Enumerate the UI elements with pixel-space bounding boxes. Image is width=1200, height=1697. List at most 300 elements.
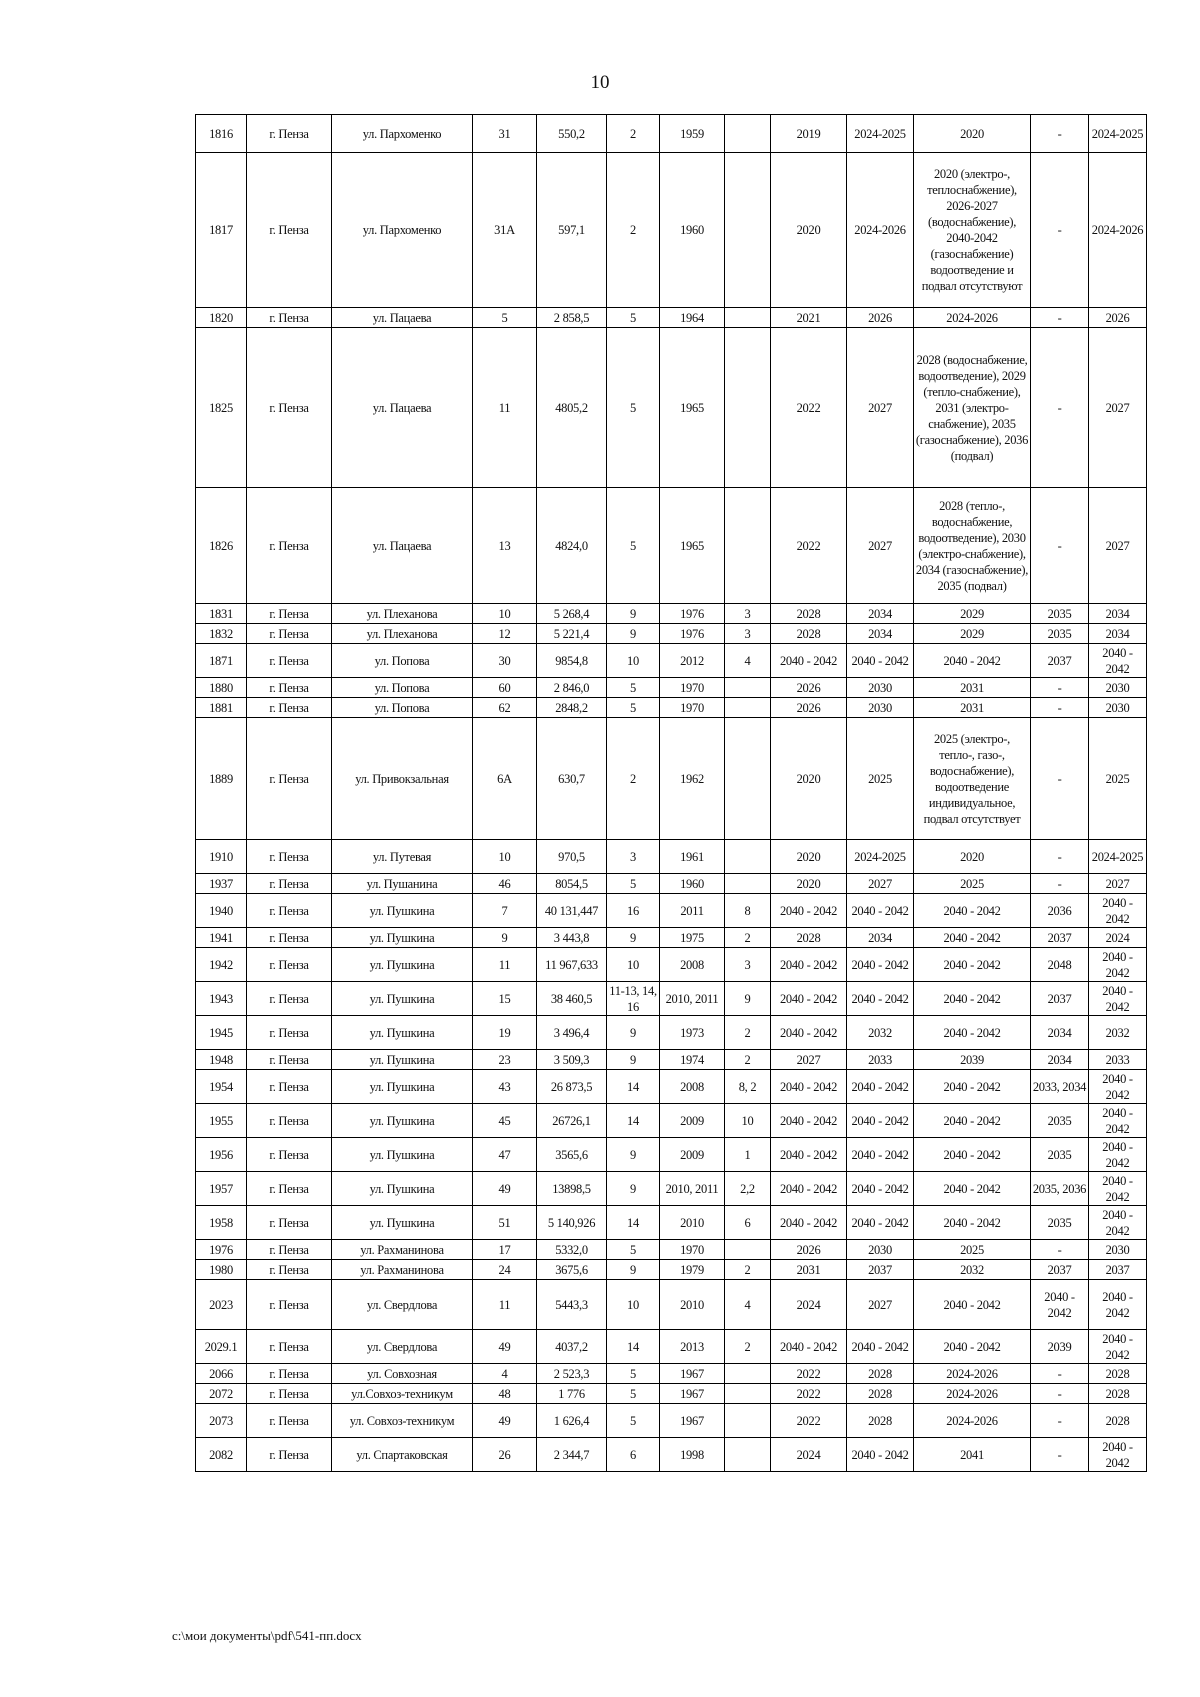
cell-city: г. Пенза xyxy=(247,1050,332,1070)
cell-total-area: 970,5 xyxy=(537,840,607,874)
cell-elevator-deadline: 2040 - 2042 xyxy=(1031,1280,1089,1330)
cell-elevator-replacement: 2040 - 2042 xyxy=(847,1330,914,1364)
table-row xyxy=(196,644,1147,678)
cell-floors: 9 xyxy=(607,1260,660,1280)
table-row xyxy=(196,1330,1147,1364)
cell-cap-repair-elevators: 2020 xyxy=(771,153,847,308)
cell-floors: 5 xyxy=(607,308,660,328)
cell-facade-roof-repair: 2040 - 2042 xyxy=(1089,1206,1147,1240)
cell-cap-repair-elevators: 2022 xyxy=(771,488,847,604)
cell-floors: 14 xyxy=(607,1104,660,1138)
cell-elevator-deadline: 2034 xyxy=(1031,1016,1089,1050)
table-row xyxy=(196,928,1147,948)
cell-house-number: 31 xyxy=(473,115,537,153)
cell-street: ул. Пушкина xyxy=(332,928,473,948)
table-row xyxy=(196,1016,1147,1050)
cell-year-built: 2009 xyxy=(660,1104,725,1138)
cell-street: ул. Пархоменко xyxy=(332,115,473,153)
table-row xyxy=(196,1050,1147,1070)
cell-elevator-replacement: 2027 xyxy=(847,488,914,604)
cell-facade-roof-repair: 2040 - 2042 xyxy=(1089,894,1147,928)
cell-elevators: 6 xyxy=(725,1206,771,1240)
table-row xyxy=(196,1206,1147,1240)
cell-elevator-deadline: 2048 xyxy=(1031,948,1089,982)
cell-house-number: 11 xyxy=(473,328,537,488)
cell-engineering-systems-repair: 2024-2026 xyxy=(914,1404,1031,1438)
cell-house-number: 45 xyxy=(473,1104,537,1138)
cell-elevator-deadline: - xyxy=(1031,1404,1089,1438)
cell-engineering-systems-repair: 2040 - 2042 xyxy=(914,1070,1031,1104)
cell-facade-roof-repair: 2032 xyxy=(1089,1016,1147,1050)
cell-year-built: 2009 xyxy=(660,1138,725,1172)
cell-total-area: 13898,5 xyxy=(537,1172,607,1206)
cell-facade-roof-repair: 2026 xyxy=(1089,308,1147,328)
cell-item-number: 1832 xyxy=(196,624,247,644)
cell-floors: 14 xyxy=(607,1206,660,1240)
table-row xyxy=(196,1240,1147,1260)
cell-year-built: 2010, 2011 xyxy=(660,1172,725,1206)
cell-item-number: 1941 xyxy=(196,928,247,948)
cell-engineering-systems-repair: 2024-2026 xyxy=(914,308,1031,328)
cell-house-number: 12 xyxy=(473,624,537,644)
cell-year-built: 2008 xyxy=(660,1070,725,1104)
cell-street: ул. Совхоз-техникум xyxy=(332,1404,473,1438)
cell-engineering-systems-repair: 2031 xyxy=(914,698,1031,718)
cell-elevator-deadline: 2035, 2036 xyxy=(1031,1172,1089,1206)
cell-total-area: 1 776 xyxy=(537,1384,607,1404)
cell-elevator-replacement: 2040 - 2042 xyxy=(847,1070,914,1104)
cell-year-built: 1970 xyxy=(660,1240,725,1260)
cell-floors: 5 xyxy=(607,1404,660,1438)
cell-total-area: 630,7 xyxy=(537,718,607,840)
cell-item-number: 1831 xyxy=(196,604,247,624)
cell-total-area: 3 509,3 xyxy=(537,1050,607,1070)
cell-elevators xyxy=(725,1240,771,1260)
cell-engineering-systems-repair: 2029 xyxy=(914,624,1031,644)
cell-elevator-replacement: 2034 xyxy=(847,624,914,644)
cell-elevators: 8, 2 xyxy=(725,1070,771,1104)
cell-total-area: 2 846,0 xyxy=(537,678,607,698)
cell-elevators xyxy=(725,1384,771,1404)
cell-floors: 14 xyxy=(607,1070,660,1104)
cell-year-built: 1967 xyxy=(660,1364,725,1384)
cell-elevator-deadline: 2035 xyxy=(1031,1104,1089,1138)
cell-item-number: 1943 xyxy=(196,982,247,1016)
cell-elevators: 3 xyxy=(725,948,771,982)
cell-elevator-deadline: 2034 xyxy=(1031,1050,1089,1070)
cell-elevator-replacement: 2040 - 2042 xyxy=(847,1438,914,1472)
cell-item-number: 1942 xyxy=(196,948,247,982)
cell-street: ул. Пацаева xyxy=(332,308,473,328)
cell-facade-roof-repair: 2028 xyxy=(1089,1364,1147,1384)
cell-elevator-replacement: 2028 xyxy=(847,1384,914,1404)
cell-item-number: 2029.1 xyxy=(196,1330,247,1364)
cell-engineering-systems-repair: 2020 xyxy=(914,840,1031,874)
cell-house-number: 11 xyxy=(473,1280,537,1330)
cell-floors: 10 xyxy=(607,948,660,982)
cell-street: ул. Пушкина xyxy=(332,1138,473,1172)
cell-floors: 5 xyxy=(607,1384,660,1404)
table-row xyxy=(196,1260,1147,1280)
cell-engineering-systems-repair: 2031 xyxy=(914,678,1031,698)
cell-item-number: 1940 xyxy=(196,894,247,928)
cell-engineering-systems-repair: 2020 xyxy=(914,115,1031,153)
cell-elevators: 1 xyxy=(725,1138,771,1172)
cell-item-number: 1889 xyxy=(196,718,247,840)
cell-city: г. Пенза xyxy=(247,1016,332,1050)
cell-house-number: 5 xyxy=(473,308,537,328)
cell-city: г. Пенза xyxy=(247,1070,332,1104)
cell-total-area: 1 626,4 xyxy=(537,1404,607,1438)
cell-year-built: 1962 xyxy=(660,718,725,840)
cell-house-number: 19 xyxy=(473,1016,537,1050)
cell-engineering-systems-repair: 2040 - 2042 xyxy=(914,644,1031,678)
cell-house-number: 23 xyxy=(473,1050,537,1070)
cell-cap-repair-elevators: 2040 - 2042 xyxy=(771,1330,847,1364)
cell-city: г. Пенза xyxy=(247,1138,332,1172)
cell-elevator-replacement: 2040 - 2042 xyxy=(847,982,914,1016)
cell-facade-roof-repair: 2024 xyxy=(1089,928,1147,948)
cell-year-built: 1965 xyxy=(660,488,725,604)
cell-engineering-systems-repair: 2020 (электро-, теплоснабжение), 2026-2027 (водоснабжение), 2040-2042 (газоснабжение) водоотведение и подвал отсутствуют xyxy=(914,153,1031,308)
cell-street: ул. Спартаковская xyxy=(332,1438,473,1472)
cell-facade-roof-repair: 2040 - 2042 xyxy=(1089,948,1147,982)
cell-elevator-deadline: - xyxy=(1031,1384,1089,1404)
cell-floors: 9 xyxy=(607,1172,660,1206)
cell-cap-repair-elevators: 2026 xyxy=(771,1240,847,1260)
cell-street: ул. Пушкина xyxy=(332,948,473,982)
cell-engineering-systems-repair: 2040 - 2042 xyxy=(914,1280,1031,1330)
table-row xyxy=(196,874,1147,894)
cell-elevator-replacement: 2028 xyxy=(847,1404,914,1438)
cell-item-number: 1820 xyxy=(196,308,247,328)
cell-cap-repair-elevators: 2024 xyxy=(771,1280,847,1330)
cell-elevator-deadline: - xyxy=(1031,698,1089,718)
cell-floors: 5 xyxy=(607,328,660,488)
cell-elevators: 2,2 xyxy=(725,1172,771,1206)
table-row xyxy=(196,1384,1147,1404)
table-row xyxy=(196,115,1147,153)
cell-elevator-replacement: 2040 - 2042 xyxy=(847,1172,914,1206)
table-row xyxy=(196,894,1147,928)
cell-elevator-replacement: 2040 - 2042 xyxy=(847,644,914,678)
cell-house-number: 4 xyxy=(473,1364,537,1384)
cell-street: ул. Рахманинова xyxy=(332,1240,473,1260)
cell-elevator-replacement: 2028 xyxy=(847,1364,914,1384)
table-row xyxy=(196,604,1147,624)
cell-total-area: 5 268,4 xyxy=(537,604,607,624)
cell-elevator-replacement: 2040 - 2042 xyxy=(847,1104,914,1138)
cell-total-area: 38 460,5 xyxy=(537,982,607,1016)
cell-street: ул. Пушкина xyxy=(332,1104,473,1138)
cell-house-number: 49 xyxy=(473,1330,537,1364)
cell-elevator-deadline: - xyxy=(1031,718,1089,840)
cell-street: ул. Свердлова xyxy=(332,1280,473,1330)
cell-item-number: 1937 xyxy=(196,874,247,894)
cell-city: г. Пенза xyxy=(247,1260,332,1280)
cell-total-area: 8054,5 xyxy=(537,874,607,894)
cell-facade-roof-repair: 2034 xyxy=(1089,624,1147,644)
table-row xyxy=(196,1404,1147,1438)
cell-year-built: 1970 xyxy=(660,698,725,718)
cell-floors: 14 xyxy=(607,1330,660,1364)
cell-street: ул. Пушкина xyxy=(332,894,473,928)
cell-total-area: 2 344,7 xyxy=(537,1438,607,1472)
cell-street: ул. Пушкина xyxy=(332,1172,473,1206)
cell-house-number: 48 xyxy=(473,1384,537,1404)
cell-year-built: 2012 xyxy=(660,644,725,678)
cell-engineering-systems-repair: 2025 (электро-, тепло-, газо-, водоснабжение), водоотведение индивидуальное, подвал отсутствует xyxy=(914,718,1031,840)
cell-elevator-deadline: 2035 xyxy=(1031,1206,1089,1240)
cell-item-number: 1957 xyxy=(196,1172,247,1206)
cell-elevator-deadline: - xyxy=(1031,115,1089,153)
cell-cap-repair-elevators: 2040 - 2042 xyxy=(771,1070,847,1104)
cell-elevator-replacement: 2030 xyxy=(847,1240,914,1260)
cell-item-number: 1948 xyxy=(196,1050,247,1070)
cell-elevators: 3 xyxy=(725,604,771,624)
cell-year-built: 1965 xyxy=(660,328,725,488)
cell-elevators xyxy=(725,115,771,153)
cell-city: г. Пенза xyxy=(247,982,332,1016)
cell-city: г. Пенза xyxy=(247,840,332,874)
cell-elevators: 8 xyxy=(725,894,771,928)
cell-house-number: 43 xyxy=(473,1070,537,1104)
cell-total-area: 5443,3 xyxy=(537,1280,607,1330)
cell-elevators: 4 xyxy=(725,644,771,678)
cell-floors: 5 xyxy=(607,698,660,718)
cell-engineering-systems-repair: 2024-2026 xyxy=(914,1364,1031,1384)
cell-street: ул. Пушкина xyxy=(332,1070,473,1104)
cell-floors: 2 xyxy=(607,718,660,840)
table-row xyxy=(196,1364,1147,1384)
cell-facade-roof-repair: 2024-2025 xyxy=(1089,840,1147,874)
cell-cap-repair-elevators: 2022 xyxy=(771,1364,847,1384)
cell-elevators xyxy=(725,1438,771,1472)
cell-elevators xyxy=(725,308,771,328)
cell-year-built: 1961 xyxy=(660,840,725,874)
cell-engineering-systems-repair: 2040 - 2042 xyxy=(914,1138,1031,1172)
cell-house-number: 46 xyxy=(473,874,537,894)
file-path-footer: c:\мои документы\pdf\541-пп.docx xyxy=(172,1628,362,1643)
cell-elevator-deadline: 2035 xyxy=(1031,604,1089,624)
cell-elevators xyxy=(725,1364,771,1384)
cell-street: ул. Пацаева xyxy=(332,328,473,488)
cell-elevator-deadline: 2039 xyxy=(1031,1330,1089,1364)
cell-city: г. Пенза xyxy=(247,874,332,894)
cell-house-number: 13 xyxy=(473,488,537,604)
cell-engineering-systems-repair: 2029 xyxy=(914,604,1031,624)
cell-total-area: 26 873,5 xyxy=(537,1070,607,1104)
cell-city: г. Пенза xyxy=(247,1364,332,1384)
cell-elevator-replacement: 2024-2025 xyxy=(847,115,914,153)
cell-facade-roof-repair: 2040 - 2042 xyxy=(1089,982,1147,1016)
page-number: 10 xyxy=(590,72,610,93)
cell-item-number: 2066 xyxy=(196,1364,247,1384)
cell-facade-roof-repair: 2040 - 2042 xyxy=(1089,1438,1147,1472)
table-row xyxy=(196,1438,1147,1472)
cell-facade-roof-repair: 2037 xyxy=(1089,1260,1147,1280)
cell-street: ул. Плеханова xyxy=(332,624,473,644)
cell-total-area: 4805,2 xyxy=(537,328,607,488)
cell-house-number: 26 xyxy=(473,1438,537,1472)
cell-facade-roof-repair: 2040 - 2042 xyxy=(1089,1172,1147,1206)
cell-floors: 9 xyxy=(607,1016,660,1050)
cell-floors: 16 xyxy=(607,894,660,928)
table-row xyxy=(196,488,1147,604)
cell-cap-repair-elevators: 2020 xyxy=(771,874,847,894)
cell-street: ул. Попова xyxy=(332,698,473,718)
cell-city: г. Пенза xyxy=(247,928,332,948)
cell-elevator-replacement: 2032 xyxy=(847,1016,914,1050)
table-row xyxy=(196,624,1147,644)
cell-elevator-deadline: 2036 xyxy=(1031,894,1089,928)
cell-item-number: 1825 xyxy=(196,328,247,488)
cell-floors: 10 xyxy=(607,1280,660,1330)
cell-item-number: 1881 xyxy=(196,698,247,718)
cell-engineering-systems-repair: 2025 xyxy=(914,1240,1031,1260)
cell-engineering-systems-repair: 2040 - 2042 xyxy=(914,894,1031,928)
cell-item-number: 2072 xyxy=(196,1384,247,1404)
cell-street: ул. Пацаева xyxy=(332,488,473,604)
cell-cap-repair-elevators: 2040 - 2042 xyxy=(771,1016,847,1050)
cell-facade-roof-repair: 2040 - 2042 xyxy=(1089,1280,1147,1330)
cell-item-number: 1880 xyxy=(196,678,247,698)
cell-elevators xyxy=(725,874,771,894)
cell-elevator-deadline: 2035 xyxy=(1031,1138,1089,1172)
cell-year-built: 1967 xyxy=(660,1384,725,1404)
cell-house-number: 10 xyxy=(473,840,537,874)
cell-floors: 5 xyxy=(607,488,660,604)
cell-elevator-replacement: 2030 xyxy=(847,698,914,718)
cell-cap-repair-elevators: 2040 - 2042 xyxy=(771,644,847,678)
cell-item-number: 1976 xyxy=(196,1240,247,1260)
cell-elevator-deadline: 2037 xyxy=(1031,644,1089,678)
cell-engineering-systems-repair: 2040 - 2042 xyxy=(914,1330,1031,1364)
cell-engineering-systems-repair: 2024-2026 xyxy=(914,1384,1031,1404)
cell-facade-roof-repair: 2027 xyxy=(1089,874,1147,894)
table-row xyxy=(196,1138,1147,1172)
cell-total-area: 26726,1 xyxy=(537,1104,607,1138)
cell-cap-repair-elevators: 2022 xyxy=(771,328,847,488)
cell-elevators: 2 xyxy=(725,1330,771,1364)
cell-year-built: 1960 xyxy=(660,153,725,308)
cell-elevators: 2 xyxy=(725,1050,771,1070)
cell-year-built: 1976 xyxy=(660,604,725,624)
cell-elevator-replacement: 2033 xyxy=(847,1050,914,1070)
cell-facade-roof-repair: 2040 - 2042 xyxy=(1089,644,1147,678)
cell-item-number: 1816 xyxy=(196,115,247,153)
cell-floors: 3 xyxy=(607,840,660,874)
cell-item-number: 1958 xyxy=(196,1206,247,1240)
cell-cap-repair-elevators: 2028 xyxy=(771,928,847,948)
cell-facade-roof-repair: 2033 xyxy=(1089,1050,1147,1070)
cell-item-number: 1910 xyxy=(196,840,247,874)
cell-year-built: 1970 xyxy=(660,678,725,698)
table-row xyxy=(196,1070,1147,1104)
cell-cap-repair-elevators: 2022 xyxy=(771,1384,847,1404)
cell-facade-roof-repair: 2027 xyxy=(1089,328,1147,488)
cell-house-number: 49 xyxy=(473,1404,537,1438)
cell-elevator-replacement: 2027 xyxy=(847,1280,914,1330)
cell-elevator-deadline: 2037 xyxy=(1031,982,1089,1016)
cell-elevator-replacement: 2027 xyxy=(847,328,914,488)
cell-cap-repair-elevators: 2028 xyxy=(771,624,847,644)
cell-city: г. Пенза xyxy=(247,1384,332,1404)
cell-city: г. Пенза xyxy=(247,698,332,718)
cell-elevator-replacement: 2026 xyxy=(847,308,914,328)
cell-street: ул.Совхоз-техникум xyxy=(332,1384,473,1404)
cell-engineering-systems-repair: 2040 - 2042 xyxy=(914,982,1031,1016)
cell-engineering-systems-repair: 2040 - 2042 xyxy=(914,1172,1031,1206)
cell-city: г. Пенза xyxy=(247,1330,332,1364)
cell-cap-repair-elevators: 2024 xyxy=(771,1438,847,1472)
cell-cap-repair-elevators: 2026 xyxy=(771,678,847,698)
cell-floors: 9 xyxy=(607,1050,660,1070)
cell-house-number: 49 xyxy=(473,1172,537,1206)
cell-street: ул. Пархоменко xyxy=(332,153,473,308)
cell-city: г. Пенза xyxy=(247,604,332,624)
cell-total-area: 4037,2 xyxy=(537,1330,607,1364)
cell-elevators xyxy=(725,718,771,840)
cell-total-area: 597,1 xyxy=(537,153,607,308)
cell-city: г. Пенза xyxy=(247,153,332,308)
cell-total-area: 2 523,3 xyxy=(537,1364,607,1384)
cell-street: ул. Плеханова xyxy=(332,604,473,624)
table-row xyxy=(196,948,1147,982)
cell-total-area: 5332,0 xyxy=(537,1240,607,1260)
cell-floors: 2 xyxy=(607,115,660,153)
cell-cap-repair-elevators: 2026 xyxy=(771,698,847,718)
table-row xyxy=(196,1172,1147,1206)
cell-city: г. Пенза xyxy=(247,718,332,840)
cell-elevator-replacement: 2030 xyxy=(847,678,914,698)
cell-elevator-replacement: 2034 xyxy=(847,604,914,624)
cell-year-built: 2008 xyxy=(660,948,725,982)
cell-engineering-systems-repair: 2025 xyxy=(914,874,1031,894)
cell-house-number: 62 xyxy=(473,698,537,718)
table-row xyxy=(196,328,1147,488)
cell-house-number: 31А xyxy=(473,153,537,308)
table-row xyxy=(196,840,1147,874)
cell-total-area: 5 140,926 xyxy=(537,1206,607,1240)
cell-cap-repair-elevators: 2040 - 2042 xyxy=(771,982,847,1016)
cell-cap-repair-elevators: 2027 xyxy=(771,1050,847,1070)
cell-elevators: 2 xyxy=(725,1260,771,1280)
cell-year-built: 1960 xyxy=(660,874,725,894)
cell-house-number: 11 xyxy=(473,948,537,982)
cell-year-built: 1976 xyxy=(660,624,725,644)
cell-floors: 9 xyxy=(607,928,660,948)
cell-item-number: 1956 xyxy=(196,1138,247,1172)
cell-house-number: 9 xyxy=(473,928,537,948)
cell-floors: 5 xyxy=(607,1364,660,1384)
cell-elevator-deadline: - xyxy=(1031,1364,1089,1384)
cell-elevator-deadline: 2037 xyxy=(1031,1260,1089,1280)
cell-house-number: 60 xyxy=(473,678,537,698)
cell-elevators xyxy=(725,153,771,308)
table-row xyxy=(196,718,1147,840)
cell-elevator-replacement: 2040 - 2042 xyxy=(847,948,914,982)
cell-total-area: 2848,2 xyxy=(537,698,607,718)
cell-elevator-deadline: - xyxy=(1031,840,1089,874)
cell-year-built: 1959 xyxy=(660,115,725,153)
cell-cap-repair-elevators: 2020 xyxy=(771,718,847,840)
cell-floors: 5 xyxy=(607,678,660,698)
cell-city: г. Пенза xyxy=(247,948,332,982)
cell-year-built: 1967 xyxy=(660,1404,725,1438)
cell-elevator-replacement: 2024-2026 xyxy=(847,153,914,308)
cell-year-built: 2010, 2011 xyxy=(660,982,725,1016)
